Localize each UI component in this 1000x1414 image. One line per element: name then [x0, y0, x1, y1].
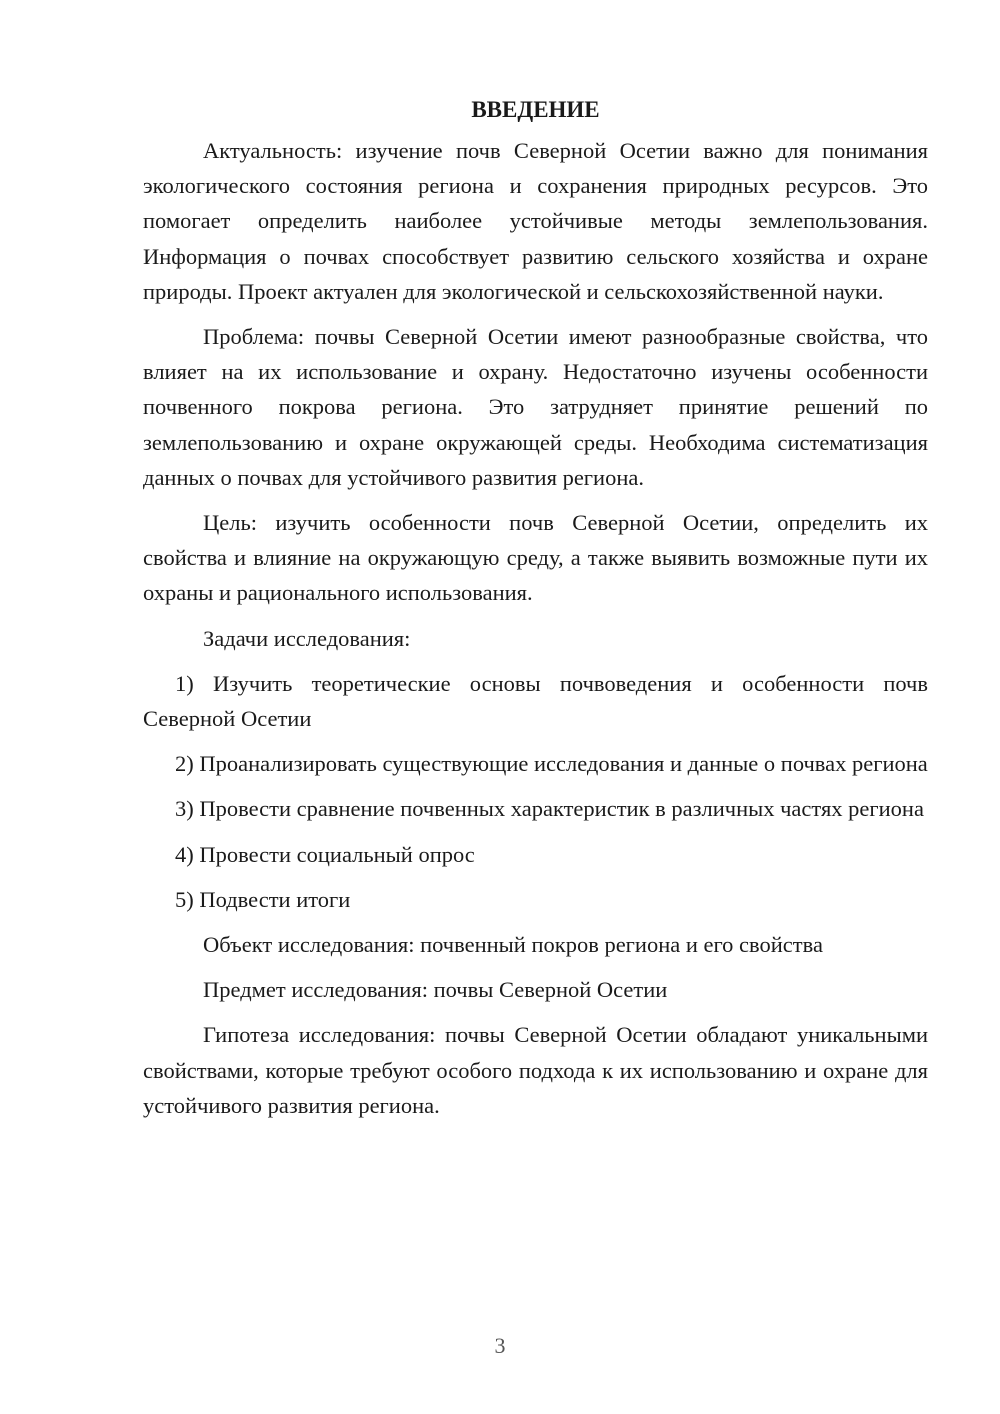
tasks-list: [143, 666, 928, 917]
list-item: 1) Изучить теоретические основы почвоведения и особенности почв Северной Осетии: [143, 670, 928, 732]
tasks-heading: Задачи исследования:: [203, 625, 411, 651]
object-paragraph: Объект исследования: почвенный покров региона и его свойства: [203, 932, 823, 958]
list-item: 2) Проанализировать существующие исследования и данные о почвах региона: [175, 751, 928, 777]
goal-paragraph: Цель: изучить особенности почв Северной Осетии, определить их свойства и влияние на окружающую среду, а также выявить возможные пути их охраны и рационального использования.: [143, 510, 928, 606]
page-title: ВВЕДЕНИЕ: [471, 97, 600, 122]
list-item: 4) Провести социальный опрос: [175, 841, 475, 867]
page-number: 3: [494, 1333, 506, 1358]
subject-paragraph: Предмет исследования: почвы Северной Осетии: [203, 977, 668, 1003]
list-item: 5) Подвести итоги: [175, 886, 351, 912]
list-item: 3) Провести сравнение почвенных характеристик в различных частях региона: [175, 796, 924, 822]
problem-paragraph: Проблема: почвы Северной Осетии имеют разнообразные свойства, что влияет на их использование и охрану. Недостаточно изучены особенности почвенного покрова региона. Это затрудняет принятие решений по землепользованию и охране окружающей среды. Необходима систематизация данных о почвах для устойчивого развития региона.: [143, 324, 928, 490]
hypothesis-paragraph: Гипотеза исследования: почвы Северной Осетии обладают уникальными свойствами, которые требуют особого подхода к их использованию и охране для устойчивого развития региона.: [143, 1022, 928, 1118]
document-page: [143, 92, 928, 1133]
relevance-paragraph: Актуальность: изучение почв Северной Осетии важно для понимания экологического состояния региона и сохранения природных ресурсов. Это помогает определить наиболее устойчивые методы землепользования. Информация о почвах способствует развитию сельского хозяйства и охране природы. Проект актуален для экологической и сельскохозяйственной науки.: [143, 138, 928, 304]
